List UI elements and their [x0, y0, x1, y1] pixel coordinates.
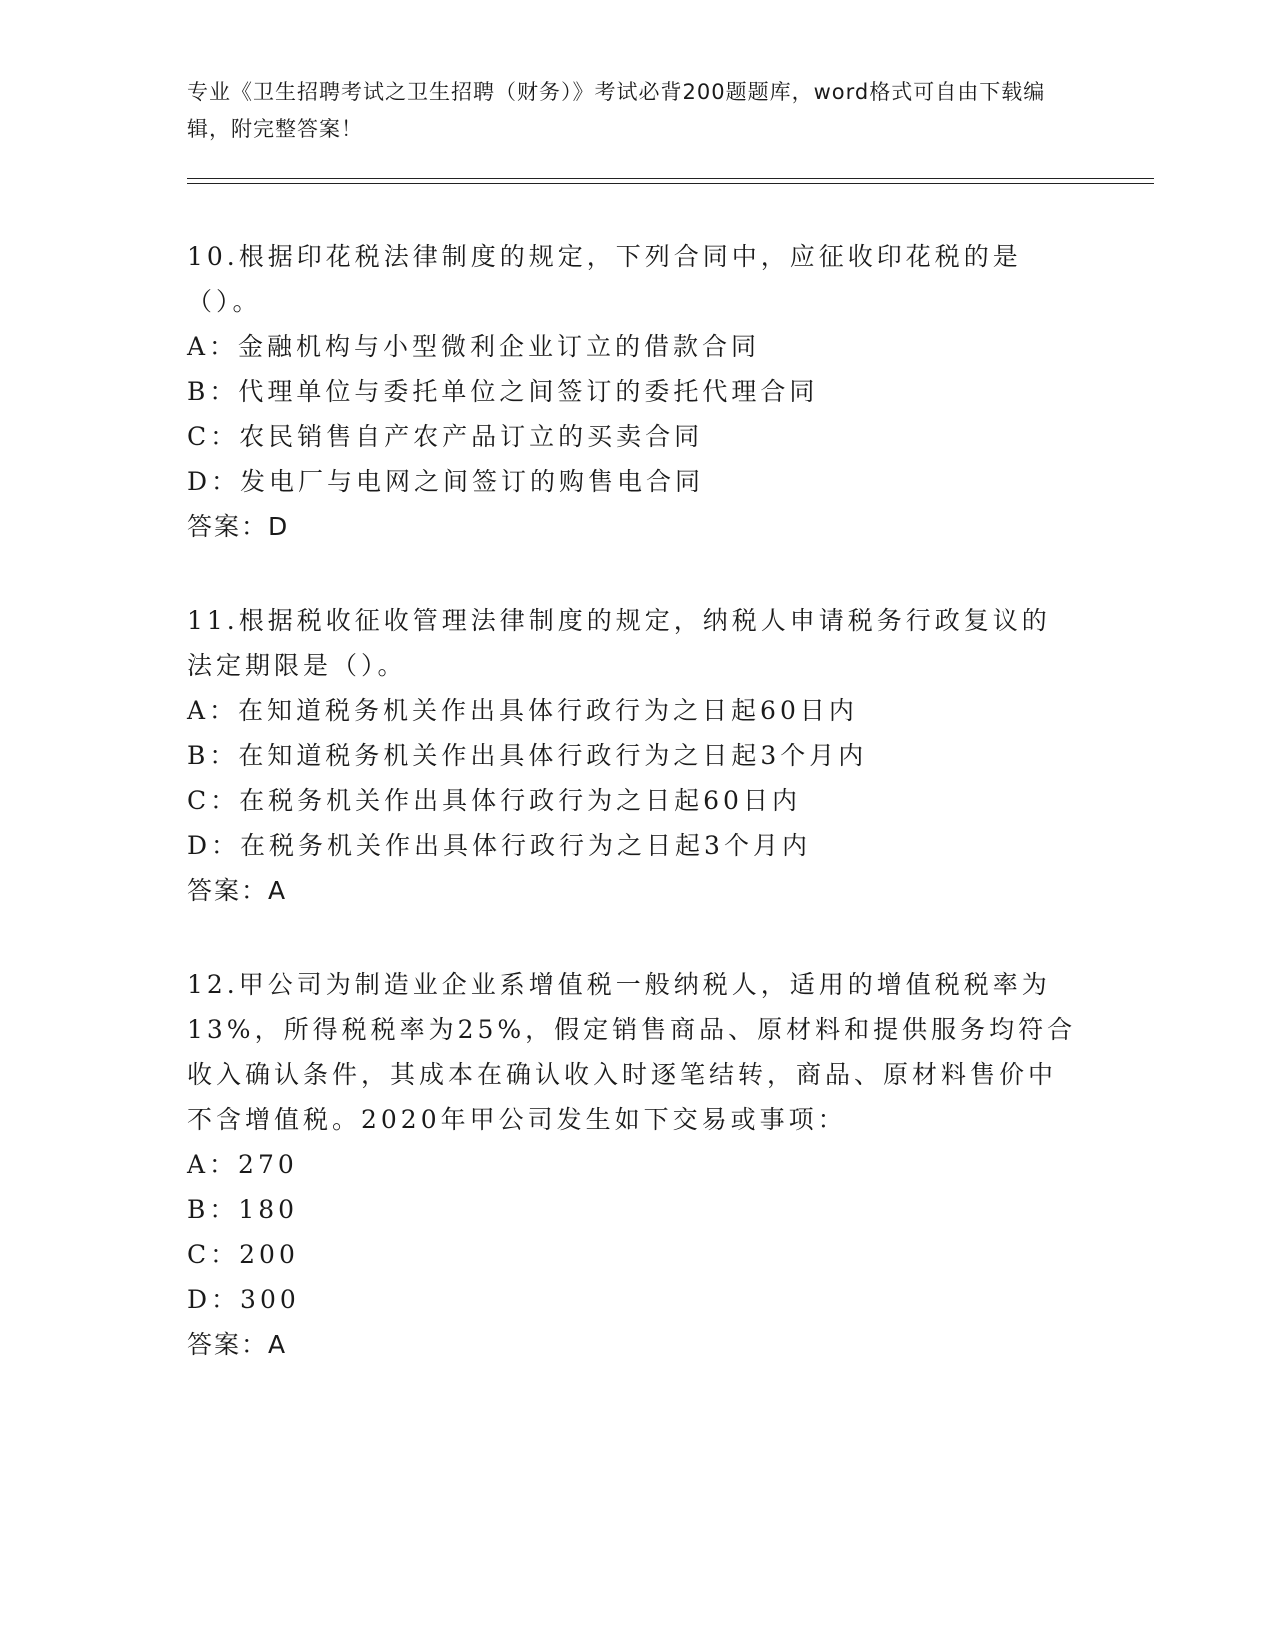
question-stem: 10.根据印花税法律制度的规定，下列合同中，应征收印花税的是（）。 — [187, 242, 1022, 316]
question-12 — [187, 962, 1077, 1367]
question-stem: 12.甲公司为制造业企业系增值税一般纳税人，适用的增值税税率为13%，所得税税率为25%，假定销售商品、原材料和提供服务均符合收入确认条件，其成本在确认收入时逐笔结转，商品、原材料售价中不含增值税。2020年甲公司发生如下交易或事项： — [187, 970, 1077, 1134]
option-c: C：农民销售自产农产品订立的买卖合同 — [187, 422, 704, 451]
question-10 — [187, 234, 1077, 549]
answer: 答案：D — [187, 512, 290, 541]
option-d: D：在税务机关作出具体行政行为之日起3个月内 — [187, 831, 811, 860]
option-a: A：在知道税务机关作出具体行政行为之日起60日内 — [187, 696, 858, 725]
answer: 答案：A — [187, 1330, 288, 1359]
header-divider-bottom — [187, 183, 1154, 184]
option-d: D：发电厂与电网之间签订的购售电合同 — [187, 467, 705, 496]
document-header: 专业《卫生招聘考试之卫生招聘（财务）》考试必背200题题库，word格式可自由下载编辑，附完整答案！ — [187, 80, 1046, 141]
answer: 答案：A — [187, 876, 288, 905]
header-divider-top — [187, 178, 1154, 179]
option-c: C：200 — [187, 1240, 299, 1269]
option-b: B：180 — [187, 1195, 299, 1224]
option-a: A：金融机构与小型微利企业订立的借款合同 — [187, 332, 761, 361]
option-a: A：270 — [187, 1150, 298, 1179]
question-11 — [187, 598, 1077, 913]
option-b: B：在知道税务机关作出具体行政行为之日起3个月内 — [187, 741, 868, 770]
option-d: D：300 — [187, 1285, 300, 1314]
option-b: B：代理单位与委托单位之间签订的委托代理合同 — [187, 377, 819, 406]
question-stem: 11.根据税收征收管理法律制度的规定，纳税人申请税务行政复议的法定期限是（）。 — [187, 606, 1051, 680]
option-c: C：在税务机关作出具体行政行为之日起60日内 — [187, 786, 801, 815]
